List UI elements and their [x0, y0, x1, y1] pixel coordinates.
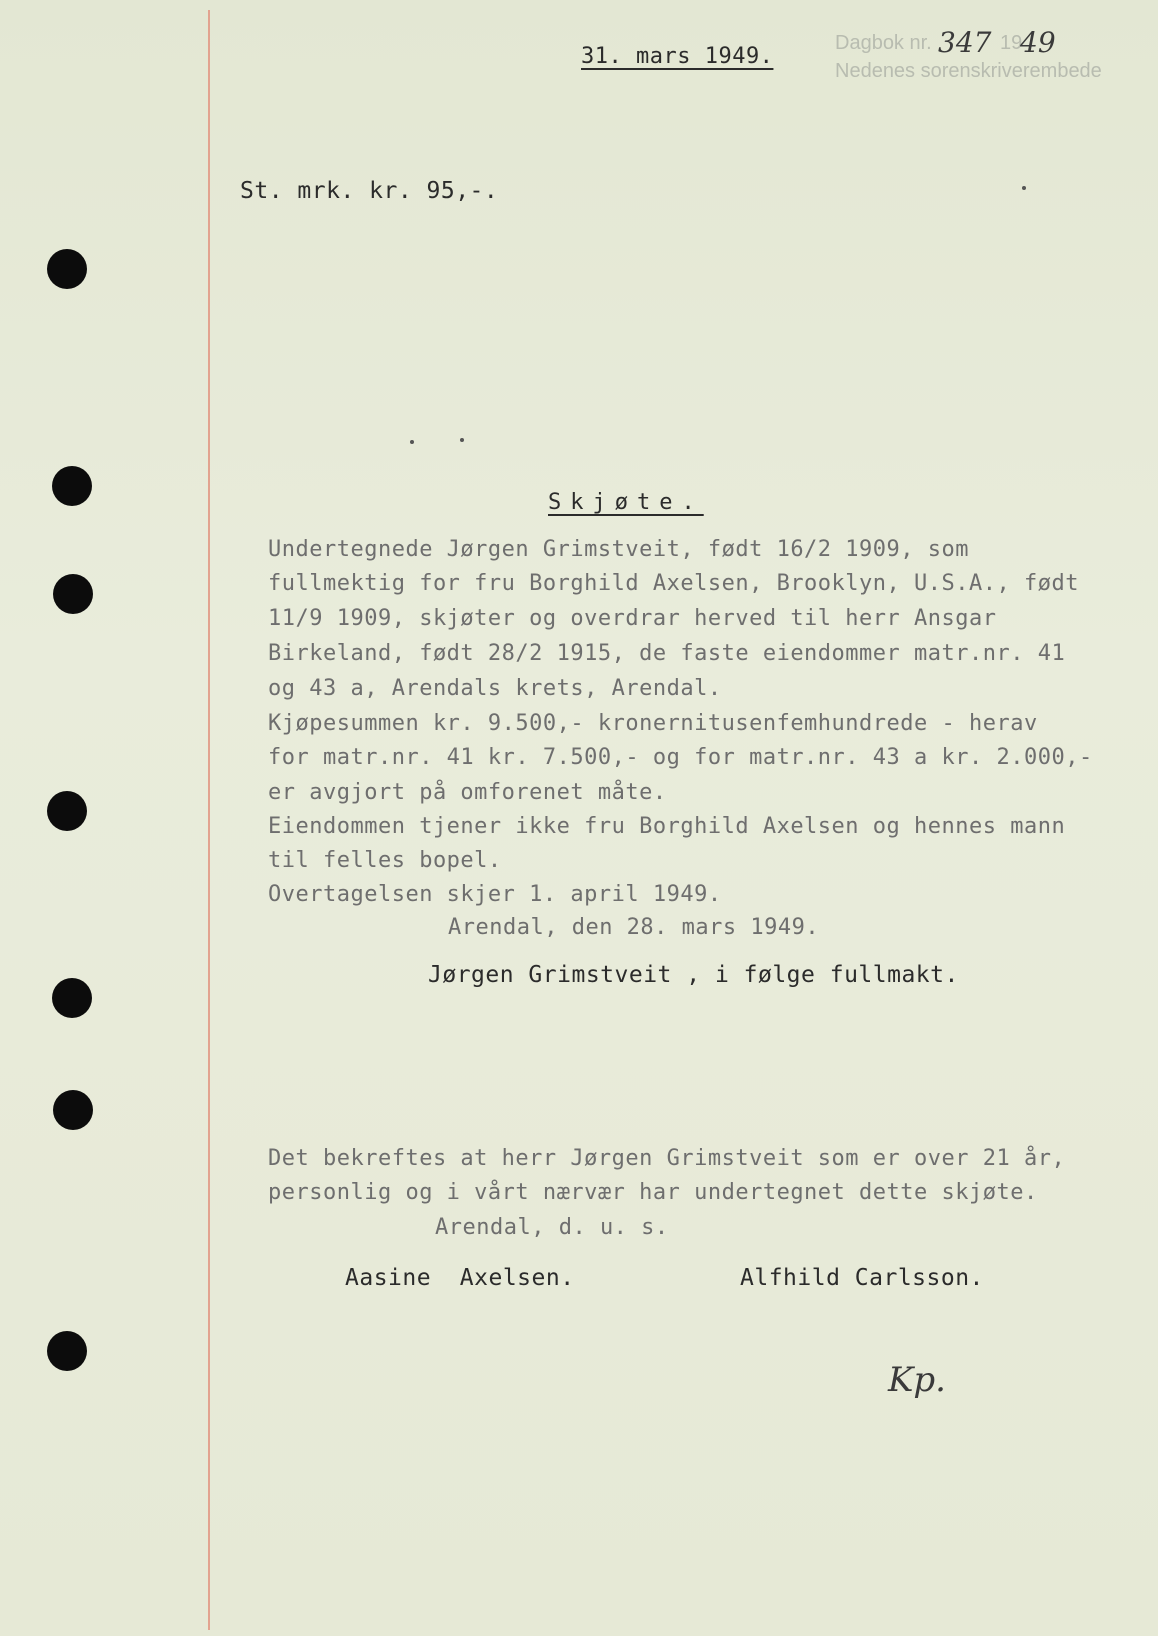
punch-hole-4	[47, 791, 87, 831]
deed-line-11: Overtagelsen skjer 1. april 1949.	[268, 882, 722, 907]
speck	[1022, 186, 1026, 190]
deed-line-4: Birkeland, født 28/2 1915, de faste eiendommer matr.nr. 41	[268, 641, 1066, 666]
witness-line-2: personlig og i vårt nærvær har undertegnet dette skjøte.	[268, 1180, 1038, 1205]
deed-line-8: er avgjort på omforenet måte.	[268, 780, 667, 805]
punch-hole-5	[52, 978, 92, 1018]
deed-signature: Jørgen Grimstveit , i følge fullmakt.	[428, 962, 959, 988]
deed-place-date: Arendal, den 28. mars 1949.	[448, 915, 820, 940]
witness-signer-2: Alfhild Carlsson.	[740, 1265, 984, 1291]
registry-stamp-line2: Nedenes sorenskriverembede	[835, 60, 1102, 82]
deed-line-1: Undertegnede Jørgen Grimstveit, født 16/2 1909, som	[268, 537, 970, 562]
deed-line-7: for matr.nr. 41 kr. 7.500,- og for matr.nr. 43 a kr. 2.000,-	[268, 745, 1093, 770]
punch-hole-1	[47, 249, 87, 289]
registry-stamp-line1: Dagbok nr.	[835, 32, 932, 54]
punch-hole-7	[47, 1331, 87, 1371]
deed-line-10: til felles bopel.	[268, 848, 502, 873]
punch-hole-6	[53, 1090, 93, 1130]
deed-line-2: fullmektig for fru Borghild Axelsen, Brooklyn, U.S.A., født	[268, 571, 1079, 596]
speck	[410, 440, 414, 444]
deed-line-9: Eiendommen tjener ikke fru Borghild Axelsen og hennes mann	[268, 814, 1066, 839]
margin-rule	[208, 10, 210, 1630]
punch-hole-2	[52, 466, 92, 506]
deed-line-3: 11/9 1909, skjøter og overdrar herved til herr Ansgar	[268, 606, 997, 631]
punch-hole-3	[53, 574, 93, 614]
document-date: 31. mars 1949.	[581, 44, 774, 69]
witness-signer-1: Aasine Axelsen.	[345, 1265, 575, 1291]
journal-year: 49	[1020, 26, 1056, 59]
deed-line-5: og 43 a, Arendals krets, Arendal.	[268, 676, 722, 701]
registry-stamp-year: 19	[1000, 32, 1023, 54]
registrar-initials: Kp.	[888, 1360, 946, 1400]
stamp-fee: St. mrk. kr. 95,-.	[240, 178, 499, 204]
speck	[460, 438, 464, 442]
witness-line-1: Det bekreftes at herr Jørgen Grimstveit som er over 21 år,	[268, 1146, 1066, 1171]
witness-place-date: Arendal, d. u. s.	[435, 1215, 669, 1240]
deed-line-6: Kjøpesummen kr. 9.500,- kronernitusenfemhundrede - herav	[268, 711, 1038, 736]
journal-number: 347	[938, 26, 992, 59]
deed-title: Skjøte.	[548, 490, 704, 515]
